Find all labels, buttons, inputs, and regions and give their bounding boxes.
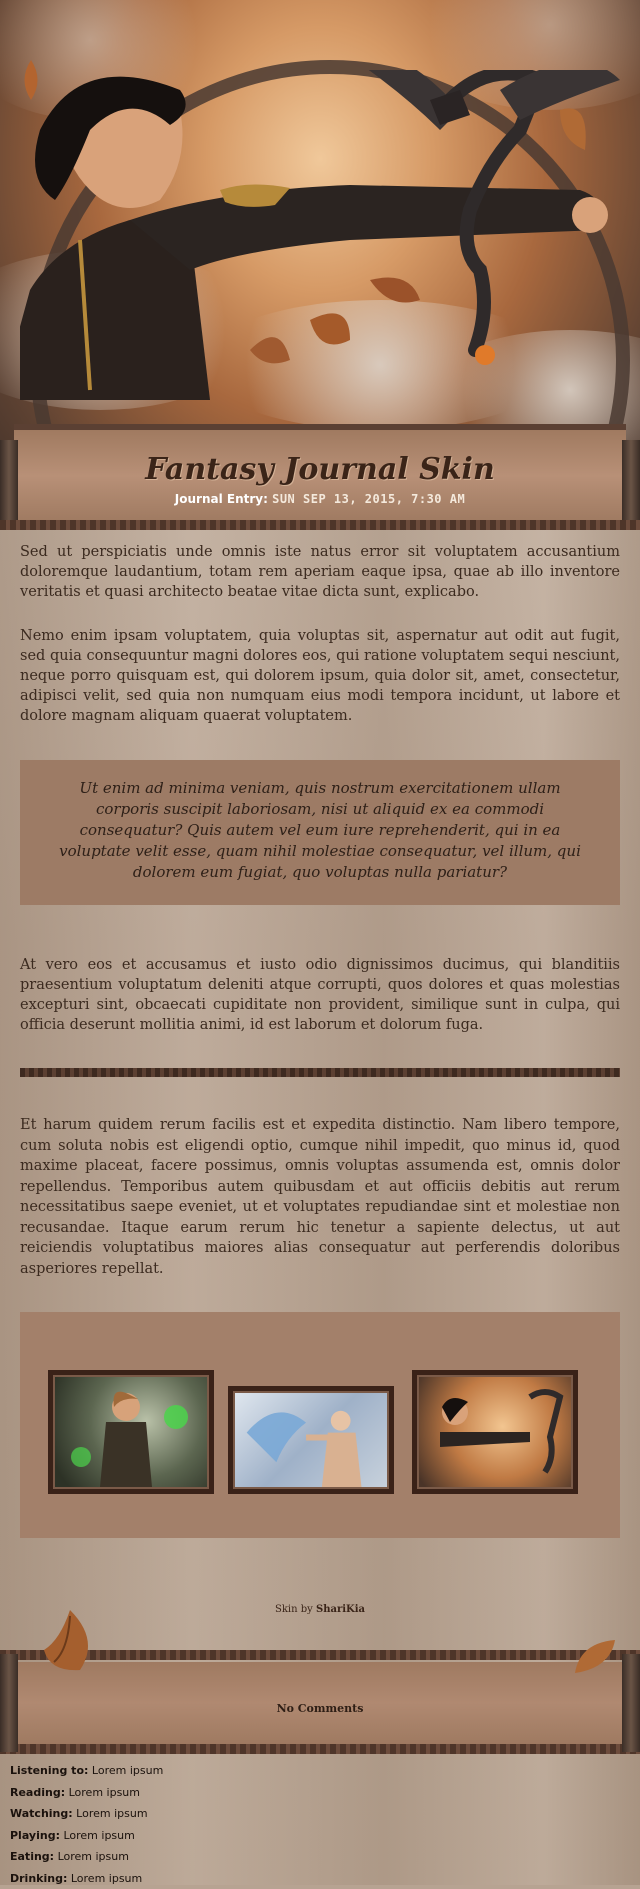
gallery-thumb-1[interactable]: [48, 1370, 214, 1494]
credit-author-link[interactable]: ShariKia: [316, 1604, 365, 1615]
meta-reading: Reading: Lorem ipsum: [10, 1782, 163, 1804]
journal-entry-label: Journal Entry:: [175, 492, 268, 506]
ice-dragon-thumbnail: [235, 1393, 387, 1487]
leaf-decoration-icon: [40, 1610, 100, 1678]
journal-meta: [10, 1760, 163, 1889]
comments-link[interactable]: No Comments: [0, 1702, 640, 1715]
leaf-decoration-icon: [570, 1638, 620, 1684]
title-bar-bottom: [0, 520, 640, 530]
credit-prefix: Skin by: [275, 1604, 313, 1615]
gallery-thumb-3[interactable]: [412, 1370, 578, 1494]
meta-watching: Watching: Lorem ipsum: [10, 1803, 163, 1825]
warrior-and-dragon-illustration: [20, 70, 620, 410]
page-title: Fantasy Journal Skin: [0, 452, 640, 487]
journal-entry-date: SUN SEP 13, 2015, 7:30 AM: [272, 492, 465, 506]
paragraph-2: Nemo enim ipsam voluptatem, quia voluptas sit, aspernatur aut odit aut fugit, sed quia consequuntur magni dolores eos, qui ratione voluptatem sequi nesciunt, neque porro quisquam est, qui dolorem ipsum, quia dolor sit, amet, consectetur, adipisci velit, sed quia non numquam eius modi tempora incidunt, ut labore et dolore magnam aliquam quaerat voluptatem.: [20, 626, 620, 726]
footer-bar-bottom: [0, 1744, 640, 1754]
meta-eating: Eating: Lorem ipsum: [10, 1846, 163, 1868]
paragraph-3: At vero eos et accusamus et iusto odio dignissimos ducimus, qui blanditiis praesentium voluptatum deleniti atque corrupti, quos dolores et quas molestias excepturi sint, obcaecati cupiditate non provident, similique sunt in culpa, qui officia deserunt mollitia animi, id est laborum et dolorum fuga.: [20, 955, 620, 1035]
gallery-thumb-2[interactable]: [228, 1386, 394, 1494]
warrior-dragon-thumbnail: [419, 1377, 571, 1487]
leaf-decoration-icon: [18, 60, 44, 104]
section-divider: [20, 1068, 620, 1077]
blockquote: Ut enim ad minima veniam, quis nostrum exercitationem ullam corporis suscipit laboriosam, nisi ut aliquid ex ea commodi consequatur? Quis autem vel eum iure reprehenderit, qui in ea voluptate velit esse, quam nihil molestiae consequatur, vel illum, qui dolorem eum fugiat, quo voluptas nulla pariatur?: [20, 760, 620, 905]
journal-entry-line: [0, 492, 640, 506]
image-gallery: [20, 1312, 620, 1538]
meta-drinking: Drinking: Lorem ipsum: [10, 1868, 163, 1889]
meta-listening: Listening to: Lorem ipsum: [10, 1760, 163, 1782]
header-banner: [0, 0, 640, 530]
green-mage-thumbnail: [55, 1377, 207, 1487]
paragraph-1: Sed ut perspiciatis unde omnis iste natus error sit voluptatem accusantium doloremque laudantium, totam rem aperiam eaque ipsa, quae ab illo inventore veritatis et quasi architecto beatae vitae dicta sunt, explicabo.: [20, 542, 620, 602]
meta-playing: Playing: Lorem ipsum: [10, 1825, 163, 1847]
paragraph-4: Et harum quidem rerum facilis est et expedita distinctio. Nam libero tempore, cum soluta nobis est eligendi optio, cumque nihil impedit, quo minus id, quod maxime placeat, facere possimus, omnis voluptas assumenda est, omnis dolor repellendus. Temporibus autem quibusdam et aut officiis debitis aut rerum necessitatibus saepe eveniet, ut et voluptates repudiandae sint et molestiae non recusandae. Itaque earum rerum hic tenetur a sapiente delectus, ut aut reiciendis voluptatibus maiores alias consequatur aut perferendis doloribus asperiores repellat.: [20, 1115, 620, 1279]
